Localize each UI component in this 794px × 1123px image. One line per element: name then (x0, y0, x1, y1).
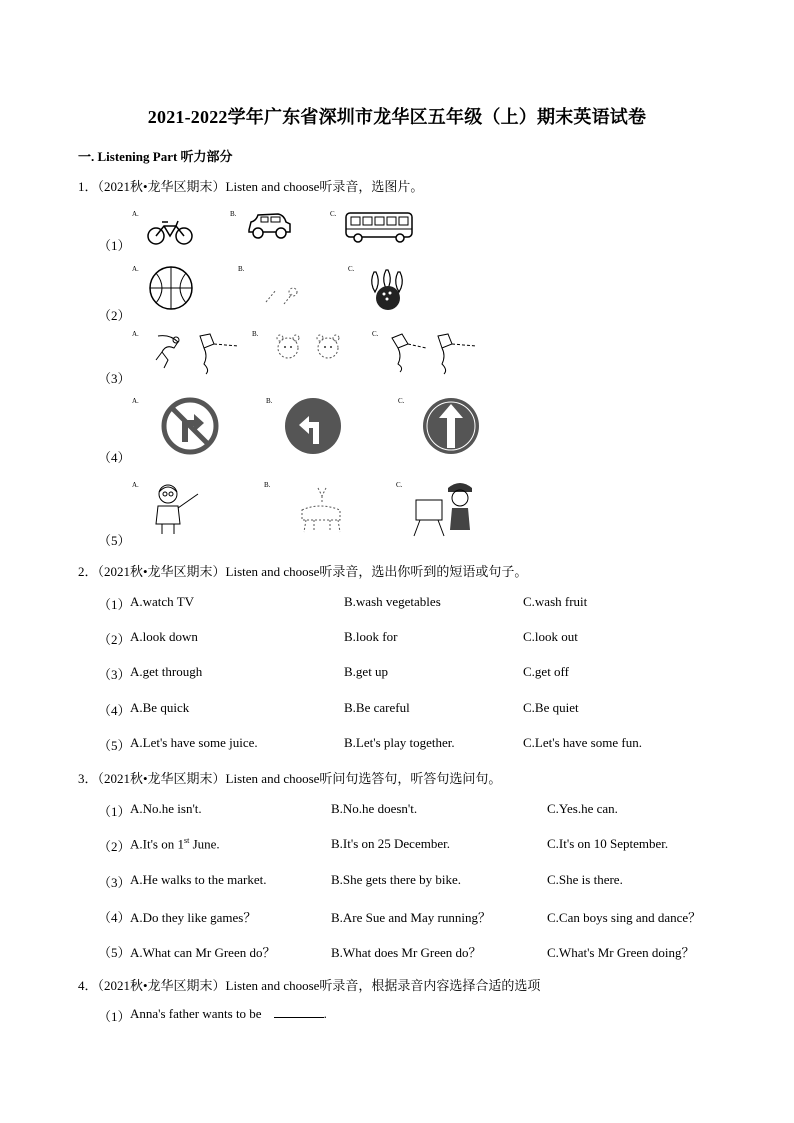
question-4-prompt: 4．（2021秋•龙华区期末）Listen and choose听录音，根据录音内容选择合适的选项 (78, 978, 541, 993)
page-title: 2021-2022学年广东省深圳市龙华区五年级（上）期末英语试卷 (147, 107, 647, 127)
q2-row2-number: （2） (98, 632, 131, 647)
q1-row3-label-a: A. (132, 330, 139, 338)
q3-row2-option-a-tail: June. (189, 836, 220, 852)
deer-icon (290, 484, 354, 534)
q1-row1-label-c: C. (330, 210, 337, 218)
q1-row4-number: （4） (98, 450, 131, 465)
q2-row1-option-b: B.wash vegetables (344, 594, 441, 609)
bus-icon (344, 210, 414, 244)
basketball-icon (148, 266, 194, 310)
q2-row3-number: （3） (98, 667, 131, 682)
q1-row5-label-b: B. (264, 481, 271, 489)
go-straight-icon (421, 396, 481, 456)
q3-row3-option-b: B.She gets there by bike. (331, 872, 461, 887)
bicycle-icon (146, 218, 194, 246)
q2-row4-option-c: C.Be quiet (523, 700, 579, 715)
q3-row4-option-b: B.Are Sue and May running？ (331, 910, 491, 925)
q2-row1-option-a: A.watch TV (130, 594, 195, 609)
q2-row4-option-b: B.Be careful (344, 700, 410, 715)
bowling-icon (364, 268, 412, 312)
q2-row4-number: （4） (98, 703, 131, 718)
q4-row1-period: . (323, 1006, 327, 1021)
q3-row2-option-b: B.It's on 25 December. (331, 836, 450, 851)
q3-row2-option-a-text: A.It's on 1 (130, 836, 184, 852)
q2-row3-option-b: B.get up (344, 664, 389, 679)
q1-row3-label-b: B. (252, 330, 259, 338)
q2-row2-option-a: A.look down (130, 629, 198, 644)
q3-row5-option-b: B.What does Mr Green do？ (331, 945, 482, 960)
no-right-turn-icon (160, 396, 220, 456)
teacher-icon (150, 480, 206, 538)
q3-row4-option-c: C.Can boys sing and dance？ (547, 910, 702, 925)
q3-row2-number: （2） (98, 839, 131, 854)
q1-row5-label-c: C. (396, 481, 403, 489)
q2-row5-option-b: B.Let's play together. (344, 735, 455, 750)
question-2-prompt: 2．（2021秋•龙华区期末）Listen and choose听录音，选出你听到的短语或句子。 (78, 564, 528, 579)
q1-row4-label-c: C. (398, 397, 405, 405)
two-kites-icon (386, 330, 478, 374)
question-1-prompt: 1．（2021秋•龙华区期末）Listen and choose听录音，选图片。 (78, 179, 424, 194)
artist-icon (410, 478, 480, 538)
q1-row2-number: （2） (98, 308, 131, 323)
q3-row2-option-a (130, 836, 220, 852)
q1-row2-label-b: B. (238, 265, 245, 273)
q3-row1-option-b: B.No.he doesn't. (331, 801, 418, 816)
q3-row2-option-c: C.It's on 10 September. (547, 836, 669, 851)
q3-row5-number: （5） (98, 945, 131, 960)
section-heading: 一. Listening Part 听力部分 (78, 149, 233, 164)
q3-row2-option-a-sup: st (183, 836, 190, 845)
q2-row3-option-a: A.get through (130, 664, 203, 679)
ping-pong-icon (262, 284, 302, 308)
q3-row3-option-a: A.He walks to the market. (130, 872, 267, 887)
bears-icon (270, 332, 350, 368)
q1-row1-number: （1） (98, 238, 131, 253)
q1-row4-label-a: A. (132, 397, 139, 405)
q1-row3-number: （3） (98, 371, 131, 386)
q2-row1-number: （1） (98, 597, 131, 612)
q1-row2-label-a: A. (132, 265, 139, 273)
q3-row5-option-a: A.What can Mr Green do？ (130, 945, 276, 960)
car-icon (246, 210, 292, 240)
q3-row4-option-a: A.Do they like games？ (130, 910, 257, 925)
turn-left-icon (283, 396, 343, 456)
q2-row3-option-c: C.get off (523, 664, 569, 679)
q3-row1-option-c: C.Yes.he can. (547, 801, 618, 816)
q3-row3-option-c: C.She is there. (547, 872, 623, 887)
q3-row4-number: （4） (98, 910, 131, 925)
q1-row1-label-b: B. (230, 210, 237, 218)
q3-row3-number: （3） (98, 875, 131, 890)
q4-row1-text (130, 1006, 327, 1022)
answer-blank[interactable] (274, 1007, 324, 1018)
question-3-prompt: 3．（2021秋•龙华区期末）Listen and choose听问句选答句，听答句选问句。 (78, 771, 502, 786)
q3-row1-option-a: A.No.he isn't. (130, 801, 202, 816)
q1-row1-label-a: A. (132, 210, 139, 218)
q2-row4-option-a: A.Be quick (130, 700, 190, 715)
q1-row5-number: （5） (98, 533, 131, 548)
q1-row5-label-a: A. (132, 481, 139, 489)
q2-row2-option-b: B.look for (344, 629, 398, 644)
q2-row1-option-c: C.wash fruit (523, 594, 588, 609)
q3-row1-number: （1） (98, 804, 131, 819)
q2-row5-number: （5） (98, 738, 131, 753)
q1-row3-label-c: C. (372, 330, 379, 338)
kite-dragon-icon (148, 330, 240, 376)
q4-row1-sentence: Anna's father wants to be (130, 1006, 262, 1021)
q2-row5-option-a: A.Let's have some juice. (130, 735, 258, 750)
q1-row2-label-c: C. (348, 265, 355, 273)
q1-row4-label-b: B. (266, 397, 273, 405)
q4-row1-number: （1） (98, 1009, 131, 1024)
q2-row5-option-c: C.Let's have some fun. (523, 735, 642, 750)
q3-row5-option-c: C.What's Mr Green doing？ (547, 945, 695, 960)
q2-row2-option-c: C.look out (523, 629, 578, 644)
